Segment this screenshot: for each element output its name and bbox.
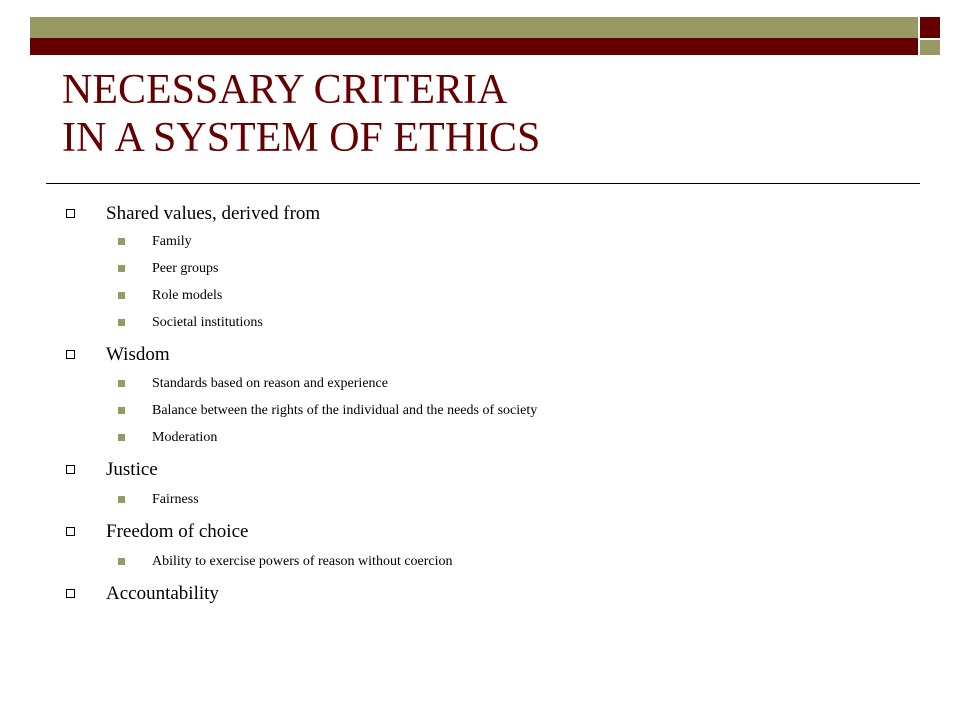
filled-square-bullet-icon [118, 238, 125, 245]
filled-square-bullet-icon [118, 434, 125, 441]
hollow-square-bullet-icon [66, 465, 75, 474]
bullet-freedom-of-choice: Freedom of choice [106, 521, 249, 542]
hollow-square-bullet-icon [66, 527, 75, 536]
filled-square-bullet-icon [118, 292, 125, 299]
bullet-wisdom: Wisdom [106, 344, 170, 365]
hollow-square-bullet-icon [66, 209, 75, 218]
filled-square-bullet-icon [118, 319, 125, 326]
slide-title-line-2: IN A SYSTEM OF ETHICS [62, 115, 541, 161]
filled-square-bullet-icon [118, 380, 125, 387]
subitem-role-models: Role models [152, 288, 223, 303]
filled-square-bullet-icon [118, 558, 125, 565]
subitem-fairness: Fairness [152, 492, 199, 507]
slide-title-line-1: NECESSARY CRITERIA [62, 67, 508, 113]
filled-square-bullet-icon [118, 407, 125, 414]
subitem-family: Family [152, 234, 192, 249]
filled-square-bullet-icon [118, 496, 125, 503]
hollow-square-bullet-icon [66, 589, 75, 598]
subitem-ability: Ability to exercise powers of reason without coercion [152, 554, 453, 569]
subitem-peer-groups: Peer groups [152, 261, 219, 276]
bullet-accountability: Accountability [106, 583, 219, 604]
filled-square-bullet-icon [118, 265, 125, 272]
subitem-societal-institutions: Societal institutions [152, 315, 263, 330]
subitem-moderation: Moderation [152, 430, 218, 445]
subitem-standards: Standards based on reason and experience [152, 376, 388, 391]
bullet-shared-values: Shared values, derived from [106, 203, 321, 224]
hollow-square-bullet-icon [66, 350, 75, 359]
bullet-justice: Justice [106, 459, 158, 480]
subitem-balance: Balance between the rights of the individual and the needs of society [152, 403, 538, 418]
